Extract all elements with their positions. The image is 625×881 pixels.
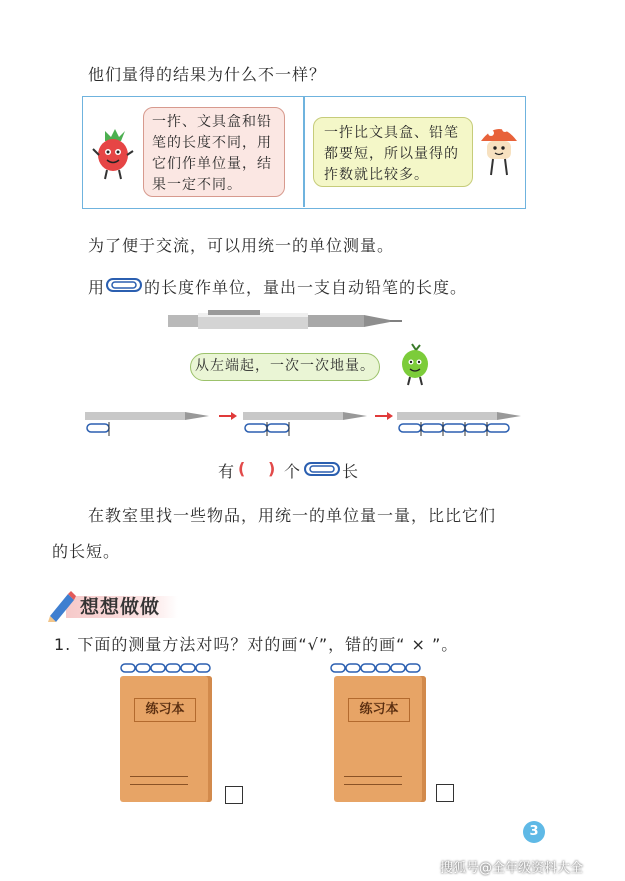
pencil-section-icon	[46, 590, 76, 622]
speech-bubble-green: 从左端起，一次一次地量。	[190, 353, 380, 381]
measuring-sequence	[85, 402, 530, 442]
pencil-step-3	[397, 412, 521, 436]
red-arrow-icon	[219, 412, 237, 420]
dialog-box	[82, 96, 526, 209]
notebook-a	[120, 676, 212, 802]
answer-middle: 个	[284, 462, 302, 481]
answer-paren-close: )	[268, 459, 277, 478]
bubble-left-line: 一拃、文具盒和铅	[152, 114, 272, 130]
mechanical-pencil-icon	[168, 309, 404, 333]
watermark: 搜狐号@全年级资料大全	[440, 861, 584, 876]
classroom-task-line2: 的长短。	[52, 542, 121, 561]
answer-paren-open: (	[238, 459, 247, 478]
paperclip-row-a	[120, 662, 212, 674]
notebook-title: 练习本	[134, 698, 196, 722]
paperclip-icon	[106, 278, 142, 292]
bubble-right-line: 一拃比文具盒、铅笔	[324, 125, 459, 141]
notebook-b	[334, 676, 426, 802]
exercise-1: 1. 下面的测量方法对吗？对的画“√”，错的画“ × ”。	[54, 635, 459, 654]
notebook-title: 练习本	[348, 698, 410, 722]
pencil-step-1	[85, 412, 209, 436]
answer-suffix: 长	[342, 462, 360, 481]
red-arrow-icon	[375, 412, 393, 420]
question-intro: 他们量得的结果为什么不一样？	[88, 65, 327, 84]
paperclip-icon	[304, 462, 340, 476]
section-title: 想想做做	[80, 596, 161, 618]
statement-unify: 为了便于交流，可以用统一的单位测量。	[88, 236, 395, 255]
instruction-prefix: 用	[88, 278, 106, 297]
pepper-character-icon	[398, 342, 432, 386]
strawberry-character-icon	[91, 125, 135, 181]
speech-bubble-right	[313, 117, 473, 187]
answer-box-b[interactable]	[436, 784, 454, 802]
bubble-left-line: 它们作单位量，结	[152, 156, 272, 172]
mushroom-character-icon	[477, 119, 521, 179]
page-number: 3	[523, 821, 545, 843]
instruction-suffix: 的长度作单位，量出一支自动铅笔的长度。	[144, 278, 468, 297]
bubble-right-line: 都要短，所以量得的	[324, 146, 459, 162]
answer-prefix: 有	[218, 462, 236, 481]
bubble-left-line: 笔的长度不同，用	[152, 135, 272, 151]
pencil-step-2	[243, 412, 367, 436]
speech-bubble-left	[143, 107, 285, 197]
bubble-right-line: 拃数就比较多。	[324, 167, 429, 183]
answer-box-a[interactable]	[225, 786, 243, 804]
classroom-task-line1: 在教室里找一些物品，用统一的单位量一量，比比它们	[88, 506, 497, 525]
bubble-left-line: 果一定不同。	[152, 177, 242, 193]
paperclip-row-b	[330, 662, 422, 674]
dialog-divider	[303, 97, 305, 207]
section-banner	[46, 590, 174, 622]
